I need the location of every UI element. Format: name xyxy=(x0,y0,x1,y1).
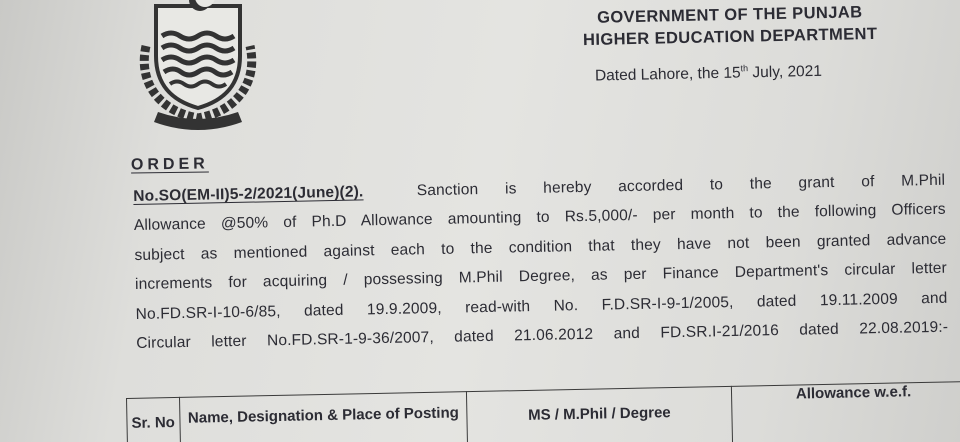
officers-table-grid xyxy=(126,381,960,442)
column-header-name: Name, Designation & Place of Posting xyxy=(179,392,467,442)
column-header-sr-no: Sr. No xyxy=(127,397,181,442)
dated-suffix: th xyxy=(740,63,749,74)
order-heading: ORDER xyxy=(130,155,209,174)
body-line-3: subject as mentioned against each to the condition that they have not been granted advance xyxy=(134,230,947,264)
body-line-6: Circular letter No.FD.SR-1-9-36/2007, dated 21.06.2012 and FD.SR.I-21/2016 dated 22.08.2019:- xyxy=(136,318,949,352)
body-line-2: Allowance @50% of Ph.D Allowance amounting to Rs.5,000/- per month to the following Officers xyxy=(133,201,946,235)
order-body xyxy=(133,166,948,359)
body-line-1-text: Sanction is hereby accorded to the grant of M.Phil xyxy=(416,171,946,200)
body-line-5: No.FD.SR-I-10-6/85, dated 19.9.2009, read-with No. F.D.SR-I-9-1/2005, dated 19.11.2009 and xyxy=(135,289,948,323)
body-line-4: increments for acquiring / possessing M.Phil Degree, as per Finance Department's circular letter xyxy=(134,259,948,294)
government-header xyxy=(560,0,901,51)
header-line-2: HIGHER EDUCATION DEPARTMENT xyxy=(582,24,878,50)
header-line-1: GOVERNMENT OF THE PUNJAB xyxy=(596,3,863,27)
dated-line xyxy=(595,62,822,86)
table-header-row xyxy=(127,381,960,442)
officers-table xyxy=(126,381,960,442)
column-header-degree: MS / M.Phil / Degree xyxy=(466,386,732,442)
dated-prefix: Dated Lahore, the 15 xyxy=(594,64,741,85)
column-header-allowance: Allowance w.e.f. xyxy=(731,381,960,442)
punjab-government-seal-icon xyxy=(128,0,268,136)
reference-number: No.SO(EM-II)5-2/2021(June)(2). xyxy=(133,183,364,205)
dated-rest: July, 2021 xyxy=(747,62,823,82)
